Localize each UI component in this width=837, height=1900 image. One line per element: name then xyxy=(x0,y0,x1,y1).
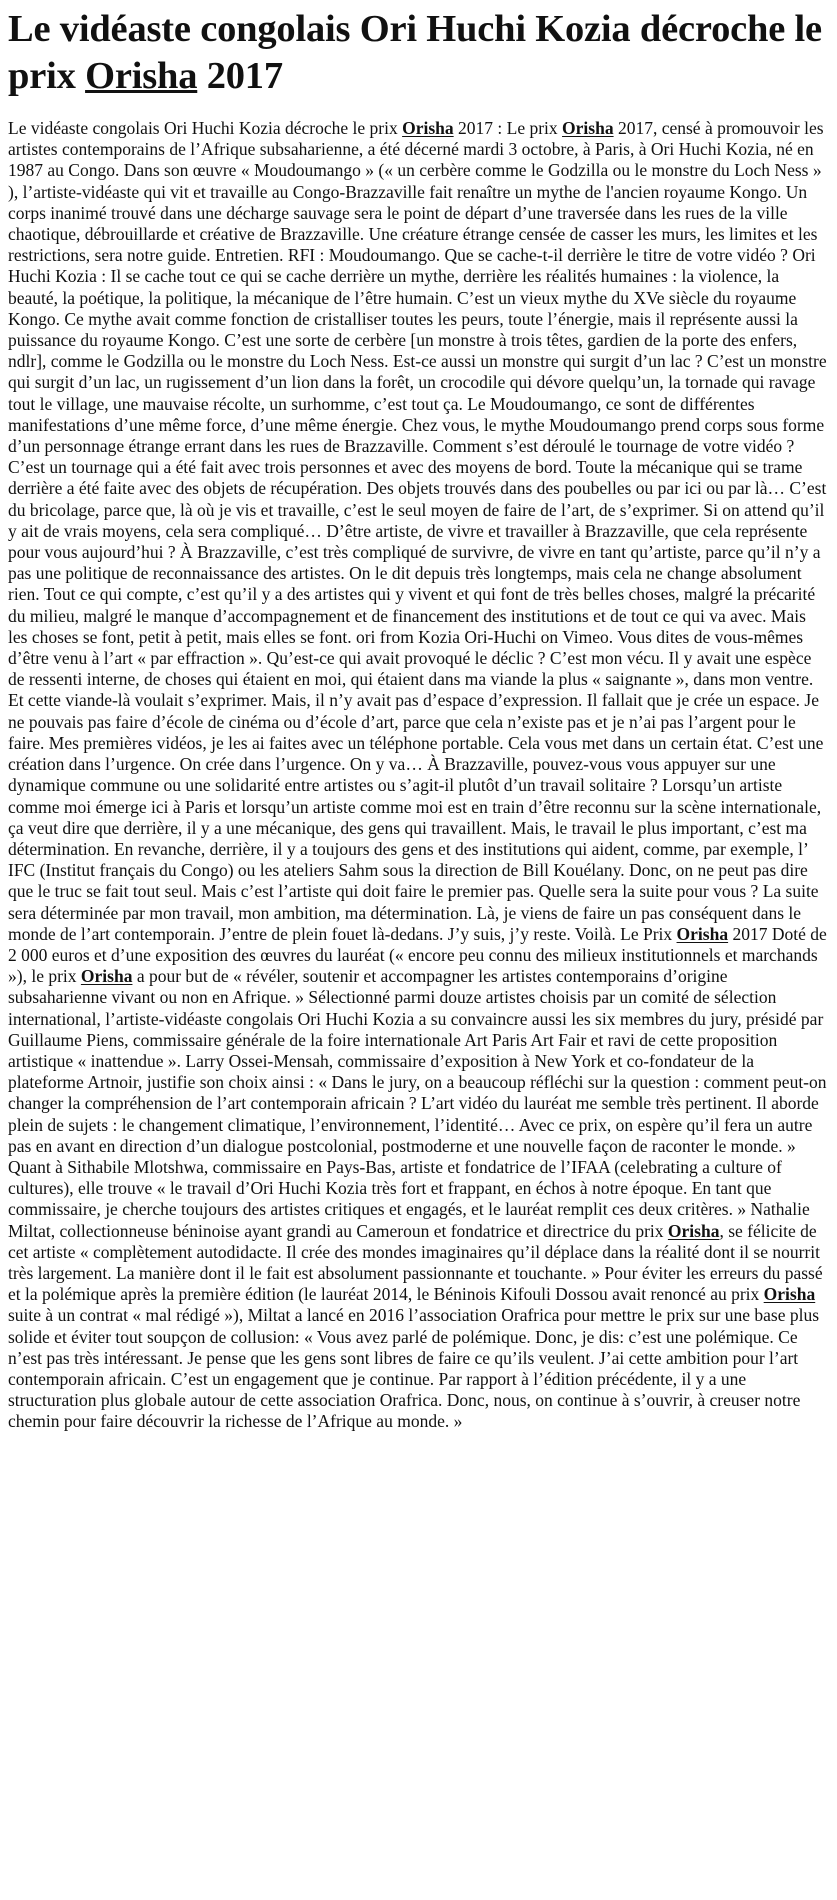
body-text-segment: 2017 : Le prix xyxy=(453,118,563,138)
keyword-orisha: Orisha xyxy=(763,1284,816,1305)
body-text-segment: a pour but de « révéler, soutenir et accompagner les artistes contemporains d’origine subsaharienne vivant ou non en Afrique. » Sélectionné parmi douze artistes choisis par un comité de sélection international, l’artiste-vidéaste congolais Ori Huchi Kozia a su convaincre aussi les six membres du jury, présidé par Guillaume Piens, commissaire générale de la foire internationale Art Paris Art Fair et ravi de cette proposition artistique « inattendue ». Larry Ossei-Mensah, commissaire d’exposition à New York et co-fondateur de la plateforme Artnoir, justifie son choix ainsi : « Dans le jury, on a beaucoup réfléchi sur la question : comment peut-on changer la compréhension de l’art contemporain africain ? L’art vidéo du lauréat me semble très pertinent. Il aborde plein de sujets : le changement climatique, l’environnement, l’identité… Avec ce prix, on espère qu’il fera un autre pas en avant en direction d’un dialogue postcolonial, postmoderne et une nouvelle façon de raconter le monde. » Quant à Sithabile Mlotshwa, commissaire en Pays-Bas, artiste et fondatrice de l’IFAA (celebrating a culture of cultures), elle trouve « le travail d’Ori Huchi Kozia très fort et frappant, en échos à notre époque. En tant que commissaire, je cherche toujours des artistes critiques et engagés, et le lauréat remplit ces deux critères. » Nathalie Miltat, collectionneuse béninoise ayant grandi au Cameroun et fondatrice et directrice du prix xyxy=(8,966,827,1241)
keyword-orisha: Orisha xyxy=(80,966,133,987)
body-text-segment: 2017 Doté de 2 000 euros et d’une exposition des œuvres du lauréat (« encore peu connu des milieux institutionnels et marchands »), le prix xyxy=(8,923,827,987)
body-text-segment: Le vidéaste congolais Ori Huchi Kozia décroche le prix xyxy=(8,118,403,138)
keyword-orisha: Orisha xyxy=(667,1220,720,1241)
body-text-segment: suite à un contrat « mal rédigé »), Miltat a lancé en 2016 l’association Orafrica pour mettre le prix sur une base plus solide et éviter tout soupçon de collusion: « Vous avez parlé de polémique. Donc, je dis: c’est une polémique. Ce n’est pas très intéressant. Je pense que les gens sont libres de faire ce qu’ils veulent. J’ai cette ambition pour l’art contemporain africain. C’est un engagement que je continue. Par rapport à l’édition précédente, il y a une structuration plus globale autour de cette association Orafrica. Donc, nous, on continue à s’ouvrir, à creuser notre chemin pour faire découvrir la richesse de l’Afrique au monde. » xyxy=(8,1305,820,1432)
headline-text-start: Le vidéaste congolais Ori Huchi Kozia décroche le prix xyxy=(8,8,822,97)
headline-keyword-orisha: Orisha xyxy=(85,55,198,97)
body-text-segment: 2017, censé à promouvoir les artistes contemporains de l’Afrique subsaharienne, a été décerné mardi 3 octobre, à Paris, à Ori Huchi Kozia, né en 1987 au Congo. Dans son œuvre « Moudoumango » (« un cerbère comme le Godzilla ou le monstre du Loch Ness » ), l’artiste-vidéaste qui vit et travaille au Congo-Brazzaville fait renaître un mythe de l'ancien royaume Kongo. Un corps inanimé trouvé dans une décharge sauvage sera le point de départ d’une traversée dans les rues de la ville chaotique, débrouillarde et créative de Brazzaville. Une créature étrange censée de casser les murs, les limites et les restrictions, sera notre guide. Entretien. RFI : Moudoumango. Que se cache-t-il derrière le titre de votre vidéo ? Ori Huchi Kozia : Il se cache tout ce qui se cache derrière un mythe, derrière les réalités humaines : la violence, la beauté, la poétique, la politique, la mécanique de l’être humain. C’est un vieux mythe du XVe siècle du royaume Kongo. Ce mythe avait comme fonction de cristalliser toutes les peurs, toute l’énergie, mais il représente aussi la puissance du royaume Kongo. C’est une sorte de cerbère [un monstre à trois têtes, gardien de la porte des enfers, ndlr], comme le Godzilla ou le monstre du Loch Ness. Est-ce aussi un monstre qui surgit d’un lac ? C’est un monstre qui surgit d’un lac, un rugissement d’un lion dans la forêt, un crocodile qui dévore quelqu’un, la tornade qui ravage tout le village, une mauvaise récolte, un surhomme, c’est tout ça. Le Moudoumango, ce sont de différentes manifestations d’une même force, d’une même énergie. Chez vous, le mythe Moudoumango prend corps sous forme d’un personnage étrange errant dans les rues de Brazzaville. Comment s’est déroulé le tournage de votre vidéo ? C’est un tournage qui a été fait avec trois personnes et avec des moyens de bord. Toute la mécanique qui se trame derrière a été faite avec des objets de récupération. Des objets trouvés dans des poubelles ou par ici ou par là… C’est du bricolage, parce que, là où je vis et travaille, c’est le seul moyen de faire de l’art, de s’exprimer. Si on attend qu’il y ait de vrais moyens, cela sera compliqué… D’être artiste, de vivre et travailler à Brazzaville, que cela représente pour vous aujourd’hui ? À Brazzaville, c’est très compliqué de survivre, de vivre en tant qu’artiste, parce qu’il n’y a pas une politique de reconnaissance des artistes. On le dit depuis très longtemps, mais cela ne change absolument rien. Tout ce qui compte, c’est qu’il y a des artistes qui y vivent et qui font de très belles choses, malgré la précarité du milieu, malgré le manque d’accompagnement et de financement des institutions et de tout ce qui va avec. Mais les choses se font, petit à petit, mais elles se font. ori from Kozia Ori-Huchi on Vimeo. Vous dites de vous-mêmes d’être venu à l’art « par effraction ». Qu’est-ce qui avait provoqué le déclic ? C’est mon vécu. Il y avait une espèce de ressenti interne, de choses qui étaient en moi, qui étaient dans ma viande la plus « saignante », dans mon ventre. Et cette viande-là voulait s’exprimer. Mais, il n’y avait pas d’espace d’expression. Il fallait que je crée un espace. Je ne pouvais pas faire d’école de cinéma ou d’école d’art, parce que cela n’existe pas et je n’ai pas l’argent pour le faire. Mes premières vidéos, je les ai faites avec un téléphone portable. Cela vous met dans un certain état. C’est une création dans l’urgence. On crée dans l’urgence. On y va… À Brazzaville, pouvez-vous vous appuyer sur une dynamique commune ou une solidarité entre artistes ou s’agit-il plutôt d’un travail solitaire ? Lorsqu’un artiste comme moi émerge ici à Paris et lorsqu’un artiste comme moi est en train d’être reconnu sur la scène internationale, ça veut dire que derrière, il y a une mécanique, des gens qui travaillent. Mais, le travail le plus important, c’est ma détermination. En revanche, derrière, il y a toujours des gens et des institutions qui aident, comme, par exemple, l’ IFC (Institut français du Congo) ou les ateliers Sahm sous la direction de Bill Kouélany. Donc, on ne peut pas dire que le truc se fait tout seul. Mais c’est l’artiste qui doit faire le premier pas. Quelle sera la suite pour vous ? La suite sera déterminée par mon travail, mon ambition, ma détermination. Là, je viens de faire un pas conséquent dans le monde de l’art contemporain. J’entre de plein fouet là-dedans. J’y suis, j’y reste. Voilà. Le Prix xyxy=(8,118,827,944)
keyword-orisha: Orisha xyxy=(562,118,614,138)
headline-text-end: 2017 xyxy=(197,55,283,97)
keyword-orisha: Orisha xyxy=(676,923,729,944)
keyword-orisha: Orisha xyxy=(402,118,454,138)
article-headline xyxy=(8,6,829,100)
body-text-segment: , se félicite de cet artiste « complètement autodidacte. Il crée des mondes imaginaires qu’il déplace dans la réalité dont il se nourrit très largement. La manière dont il le fait est absolument passionnante et touchante. » Pour éviter les erreurs du passé et la polémique après la première édition (le lauréat 2014, le Béninois Kifouli Dossou avait renoncé au prix xyxy=(8,1220,823,1305)
article-body xyxy=(8,118,829,1433)
